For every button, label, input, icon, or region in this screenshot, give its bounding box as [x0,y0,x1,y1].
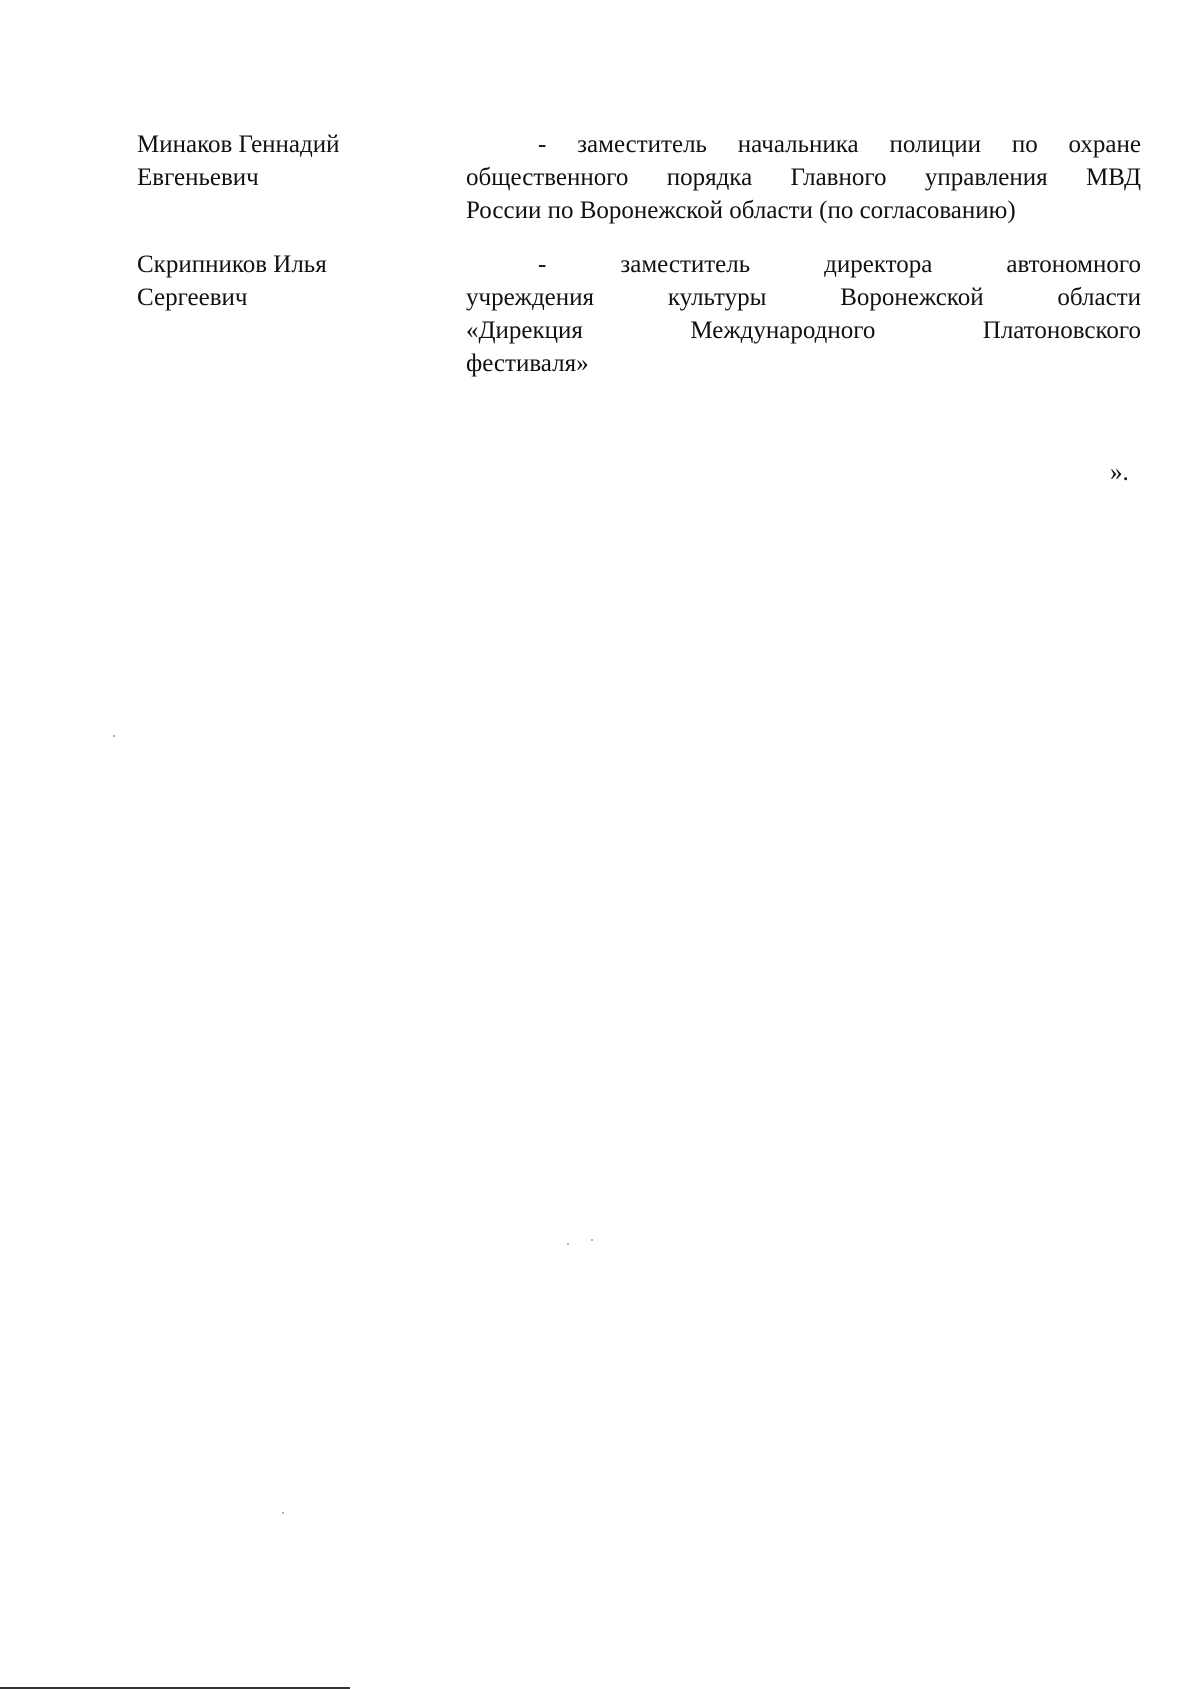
scan-speck [282,1512,284,1514]
scan-speck [567,1243,569,1245]
closing-quote-mark: ». [1110,459,1129,486]
position-line: - заместитель начальника полиции по охране [538,131,1141,158]
position-line: общественного порядка Главного управления МВД [466,164,1141,191]
position-line: - заместитель директора автономного [538,251,1141,278]
scan-speck [113,735,115,737]
position-line: «Дирекция Международного Платоновского [466,317,1141,344]
member-name-line: Сергеевич [137,284,248,311]
member-position [466,128,1141,227]
member-name [137,248,437,314]
position-line: учреждения культуры Воронежской области [466,284,1141,311]
position-line: фестиваля» [466,350,589,377]
member-position [466,248,1141,380]
position-line: России по Воронежской области (по согласованию) [466,197,1016,224]
member-name-line: Евгеньевич [137,164,259,191]
scan-speck [591,1239,593,1241]
member-name [137,128,437,194]
member-name-line: Минаков Геннадий [137,131,340,158]
member-name-line: Скрипников Илья [137,251,327,278]
